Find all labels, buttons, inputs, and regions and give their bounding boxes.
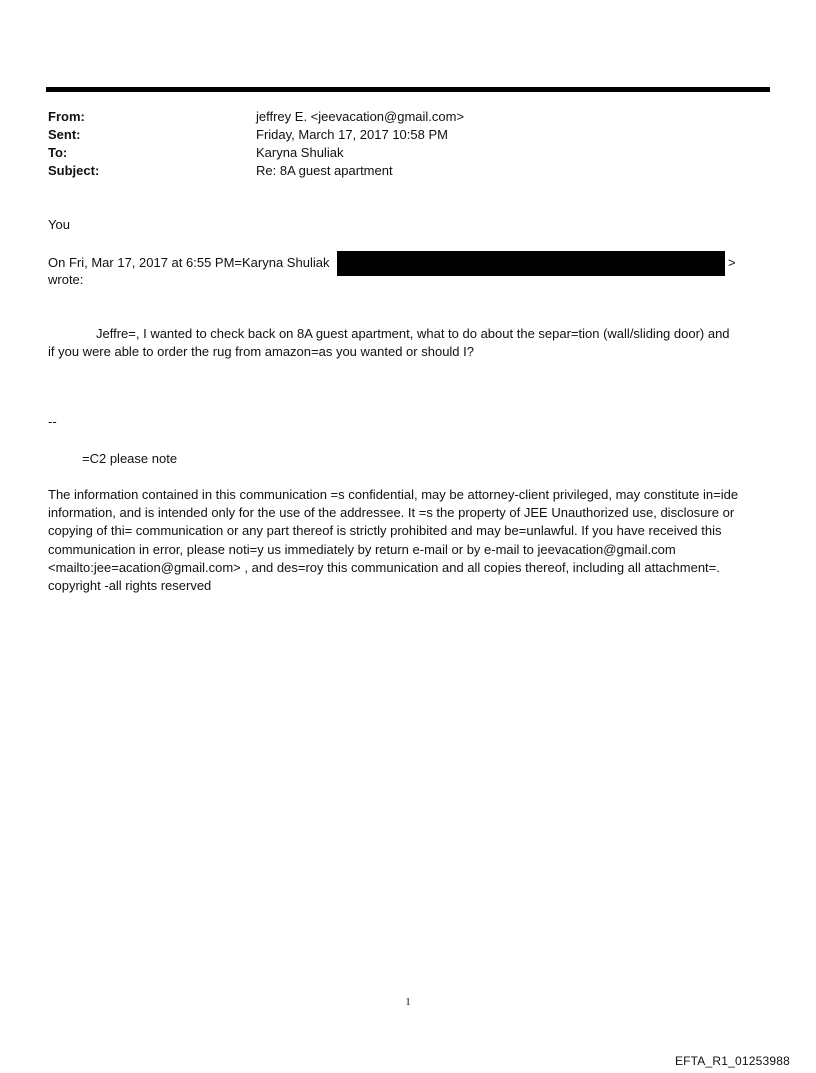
sent-label: Sent: bbox=[48, 127, 81, 142]
page-number: 1 bbox=[405, 996, 411, 1008]
quote-intro-end: > bbox=[728, 255, 736, 270]
subject-value: Re: 8A guest apartment bbox=[256, 163, 393, 178]
to-value: Karyna Shuliak bbox=[256, 145, 344, 160]
reply-text: You bbox=[48, 217, 70, 232]
from-label: From: bbox=[48, 109, 85, 124]
to-label: To: bbox=[48, 145, 68, 160]
document-id: EFTA_R1_01253988 bbox=[674, 1054, 790, 1068]
top-rule bbox=[46, 87, 770, 92]
message-line-2: if you were able to order the rug from amazon=as you wanted or should I? bbox=[48, 344, 474, 359]
quote-wrote: wrote: bbox=[48, 272, 84, 287]
from-value: jeffrey E. <jeevacation@gmail.com> bbox=[256, 109, 465, 124]
disclaimer-paragraph: The information contained in this communication =s confidential, may be attorney-client privileged, may constitute in=ide information, and is intended only for the use of the addressee. It =s the property of JEE Unauthorized use, disclosure or copying of thi= communication or any part thereof is strictly prohibited and may be=unlawful. If you have received this communication in error, please noti=y us immediately by return e-mail or by e-mail to jeevacation@gmail.com <mailto:jee=acation@gmail.com> , and des=roy this communication and all copies thereof, including all attachment=. copyright -all rights reserved bbox=[48, 487, 739, 594]
quote-intro: On Fri, Mar 17, 2017 at 6:55 PM=Karyna Shuliak bbox=[48, 255, 330, 270]
signature-separator: -- bbox=[48, 414, 57, 429]
sent-value: Friday, March 17, 2017 10:58 PM bbox=[256, 127, 448, 142]
note-heading: =C2 please note bbox=[82, 451, 178, 466]
subject-label: Subject: bbox=[48, 163, 100, 178]
message-line-1: Jeffre=, I wanted to check back on 8A guest apartment, what to do about the separ=tion (wall/sliding door) and bbox=[96, 326, 730, 341]
